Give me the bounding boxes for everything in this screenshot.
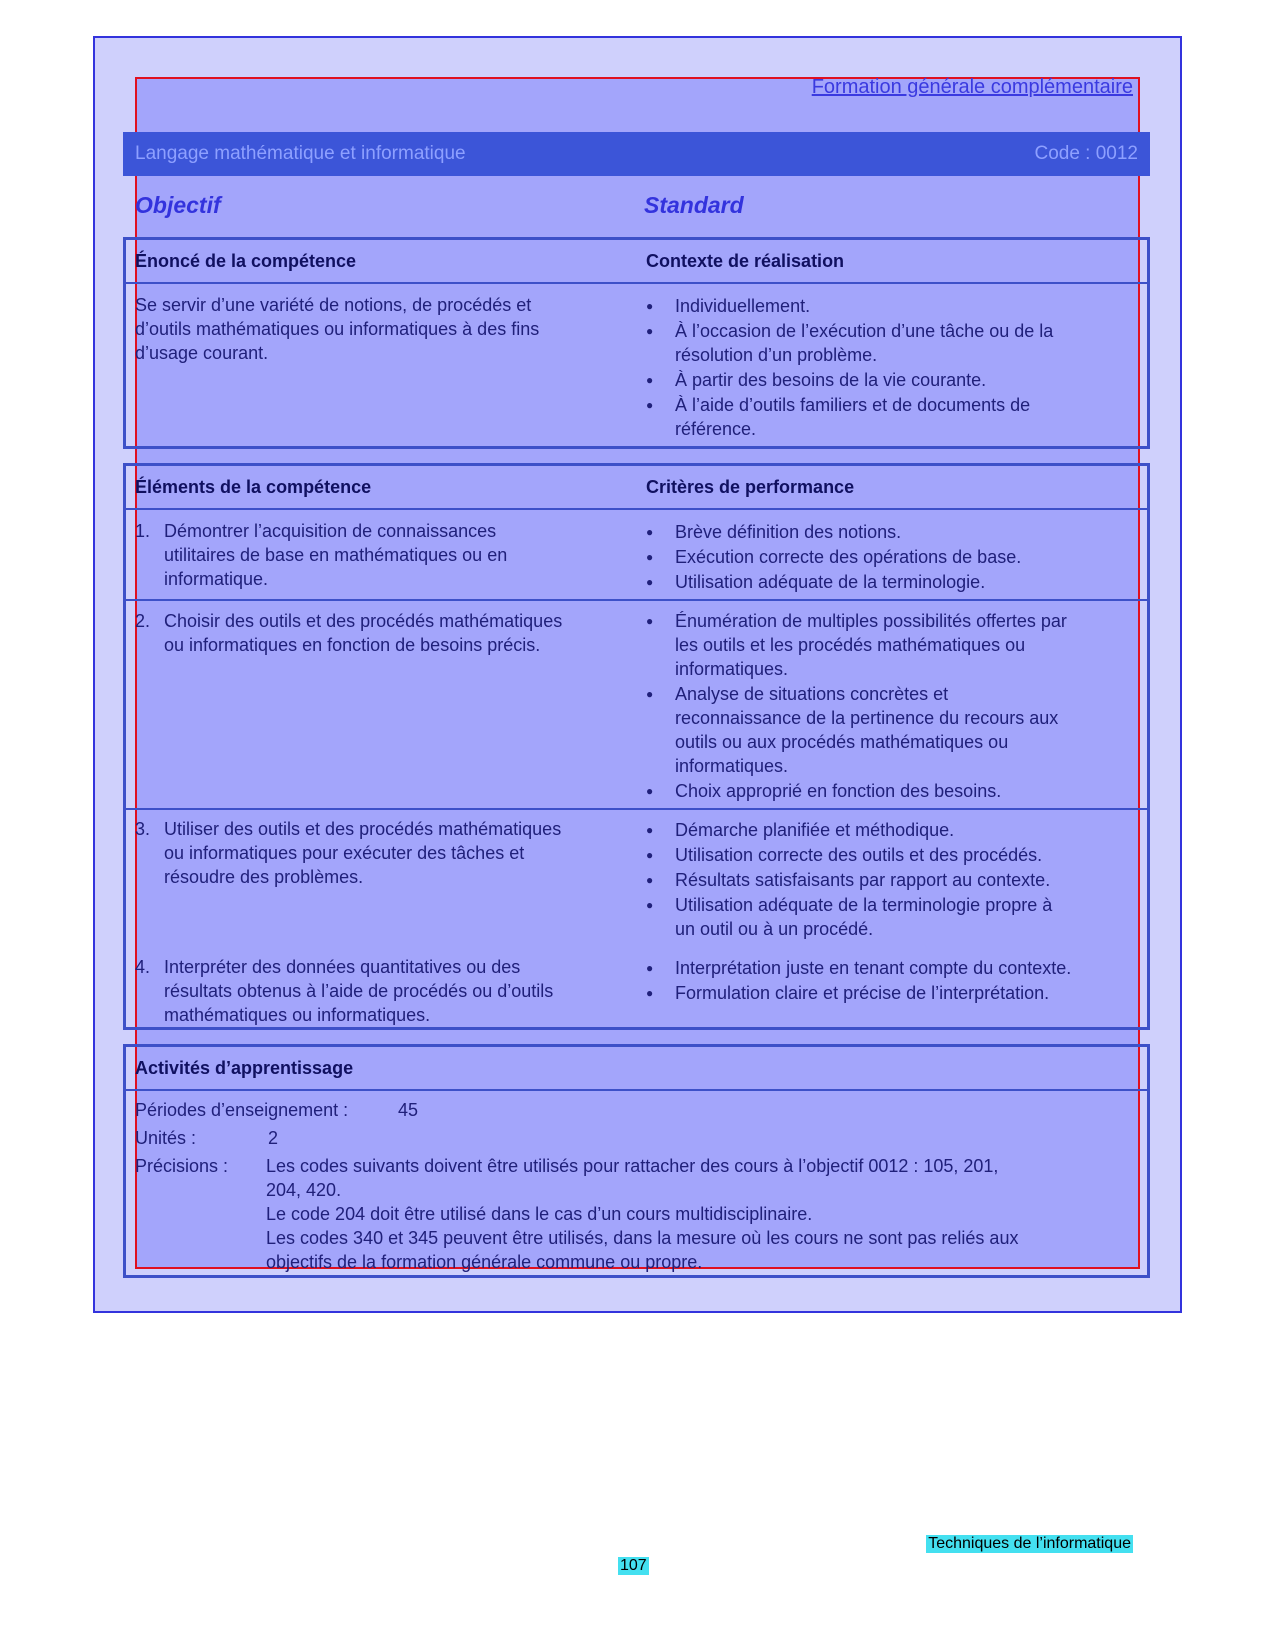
precision-line: Les codes suivants doivent être utilisés pour rattacher des cours à l’objectif 0012 : 105, 201, xyxy=(266,1156,999,1176)
activities-header-row xyxy=(126,1047,1147,1091)
element-1: 1. Démontrer l’acquisition de connaissances utilitaires de base en mathématiques ou en informatique. xyxy=(135,521,508,589)
title-bar xyxy=(123,132,1150,176)
objective-heading: Objectif xyxy=(135,192,221,218)
criteria-heading: Critères de performance xyxy=(646,477,855,497)
criterion-item: ● Utilisation correcte des outils et des procédés. xyxy=(646,843,1116,867)
precision-line: 204, 420. xyxy=(266,1180,342,1200)
statement-line: d’usage courant. xyxy=(135,343,269,363)
context-item: ● À l’occasion de l’exécution d’une tâche ou de la résolution d’un problème. xyxy=(646,319,1116,367)
context-list xyxy=(646,294,1116,441)
context-item: ● À l’aide d’outils familiers et de documents de référence. xyxy=(646,393,1116,441)
criterion-item: ● Énumération de multiples possibilités offertes par les outils et les procédés mathématiques ou informatiques. xyxy=(646,609,1116,681)
element-number: 4. xyxy=(135,957,151,977)
criterion-item: ● Utilisation adéquate de la terminologie propre à un outil ou à un procédé. xyxy=(646,893,1116,941)
context-heading: Contexte de réalisation xyxy=(646,251,845,271)
row-separator xyxy=(126,599,1147,601)
precision-line: Le code 204 doit être utilisé dans le cas d’un cours multidisciplinaire. xyxy=(266,1204,813,1224)
elements-heading: Éléments de la compétence xyxy=(135,477,372,497)
precisions-label: Précisions : xyxy=(135,1156,229,1176)
precision-line: objectifs de la formation générale commune ou propre. xyxy=(266,1252,703,1272)
element-4: 4. Interpréter des données quantitatives ou des résultats obtenus à l’aide de procédés ou d’outils mathématiques ou informatiques. xyxy=(135,957,554,1025)
criteria-4 xyxy=(646,956,1116,1005)
criterion-item: ● Utilisation adéquate de la terminologie. xyxy=(646,570,1116,594)
criterion-item: ● Exécution correcte des opérations de base. xyxy=(646,545,1116,569)
statement-line: d’outils mathématiques ou informatiques à des fins xyxy=(135,319,540,339)
program-label: Formation générale complémentaire xyxy=(811,76,1133,98)
units-value: 2 xyxy=(268,1128,279,1148)
row-separator xyxy=(126,808,1147,810)
statement-line: Se servir d’une variété de notions, de procédés et xyxy=(135,295,532,315)
elements-header-row xyxy=(126,466,1147,510)
element-number: 2. xyxy=(135,611,151,631)
element-number: 1. xyxy=(135,521,151,541)
context-item: ● Individuellement. xyxy=(646,294,1116,318)
precision-line: Les codes 340 et 345 peuvent être utilisés, dans la mesure où les cours ne sont pas reliés aux xyxy=(266,1228,1019,1248)
criterion-item: ● Résultats satisfaisants par rapport au contexte. xyxy=(646,868,1116,892)
competence-header-row xyxy=(126,240,1147,284)
competence-section xyxy=(123,237,1150,449)
element-3: 3. Utiliser des outils et des procédés mathématiques ou informatiques pour exécuter des tâches et résoudre des problèmes. xyxy=(135,819,562,887)
course-title: Langage mathématique et informatique xyxy=(135,143,466,164)
page-number: 107 xyxy=(620,1557,647,1574)
activities-section xyxy=(123,1044,1150,1278)
criterion-item: ● Formulation claire et précise de l’interprétation. xyxy=(646,981,1116,1005)
criteria-2 xyxy=(646,609,1116,803)
criterion-item: ● Analyse de situations concrètes et reconnaissance de la pertinence du recours aux outils ou aux procédés mathématiques ou informatiques. xyxy=(646,682,1116,778)
periods-value: 45 xyxy=(398,1100,419,1120)
course-code: Code : 0012 xyxy=(1034,143,1138,164)
competence-statement xyxy=(135,293,620,365)
element-2: 2. Choisir des outils et des procédés mathématiques ou informatiques en fonction de besoins précis. xyxy=(135,611,563,655)
context-item: ● À partir des besoins de la vie courante. xyxy=(646,368,1116,392)
precisions-text xyxy=(266,1154,1146,1274)
criteria-1 xyxy=(646,520,1116,594)
statement-heading: Énoncé de la compétence xyxy=(135,251,357,271)
elements-section xyxy=(123,463,1150,1030)
criteria-3 xyxy=(646,818,1116,941)
units-label: Unités : xyxy=(135,1128,197,1148)
standard-heading: Standard xyxy=(644,192,744,218)
criterion-item: ● Choix approprié en fonction des besoins. xyxy=(646,779,1116,803)
periods-label: Périodes d’enseignement : xyxy=(135,1100,349,1120)
activities-heading: Activités d’apprentissage xyxy=(135,1058,354,1078)
criterion-item: ● Démarche planifiée et méthodique. xyxy=(646,818,1116,842)
criterion-item: ● Brève définition des notions. xyxy=(646,520,1116,544)
element-number: 3. xyxy=(135,819,151,839)
footer-program: Techniques de l’informatique xyxy=(928,1535,1131,1552)
criterion-item: ● Interprétation juste en tenant compte du contexte. xyxy=(646,956,1116,980)
